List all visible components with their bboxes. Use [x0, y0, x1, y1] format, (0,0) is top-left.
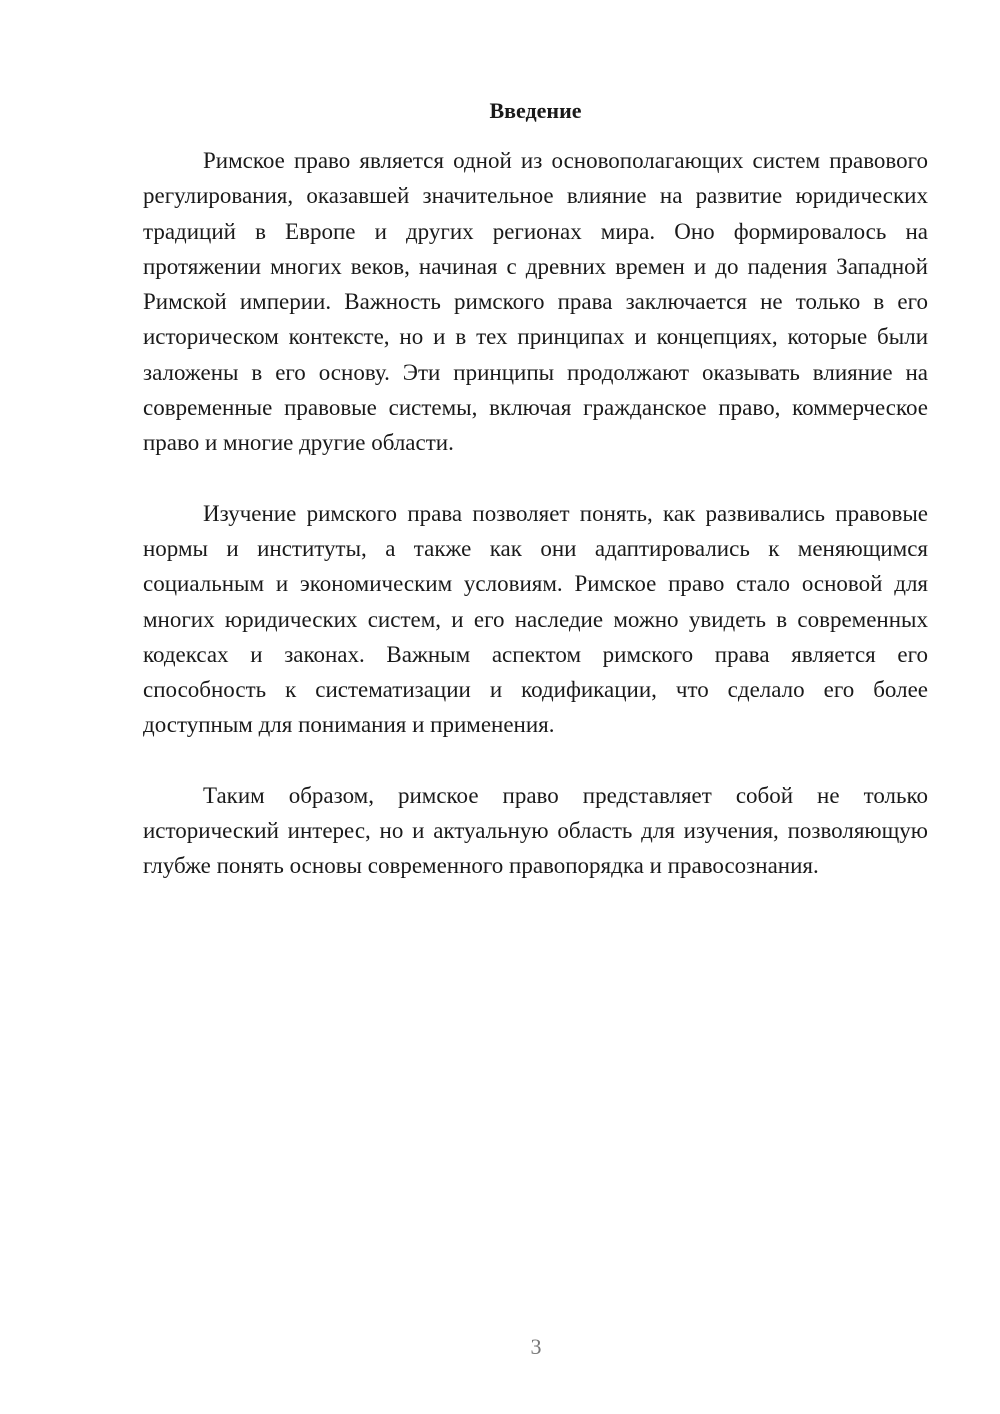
- body-text: [143, 143, 928, 919]
- paragraph-3: Таким образом, римское право представляет собой не только исторический интерес, но и актуальную область для изучения, позволяющую глубже понять основы современного правопорядка и правосознания.: [143, 782, 928, 879]
- paragraph-1: Римское право является одной из основополагающих систем правового регулирования, оказавшей значительное влияние на развитие юридических традиций в Европе и других регионах мира. Оно формировалось на протяжении многих веков, начиная с древних времен и до падения Западной Римской империи. Важность римского права заключается не только в его историческом контексте, но и в тех принципах и концепциях, которые были заложены в его основу. Эти принципы продолжают оказывать влияние на современные правовые системы, включая гражданское право, коммерческое право и многие другие области.: [143, 148, 928, 456]
- page-title: Введение: [489, 98, 582, 123]
- page-number: 3: [530, 1334, 542, 1359]
- paragraph-2: Изучение римского права позволяет понять, как развивались правовые нормы и институты, а также как они адаптировались к меняющимся социальным и экономическим условиям. Римское право стало основой для многих юридических систем, и его наследие можно увидеть в современных кодексах и законах. Важным аспектом римского права является его способность к систематизации и кодификации, что сделало его более доступным для понимания и применения.: [143, 500, 928, 738]
